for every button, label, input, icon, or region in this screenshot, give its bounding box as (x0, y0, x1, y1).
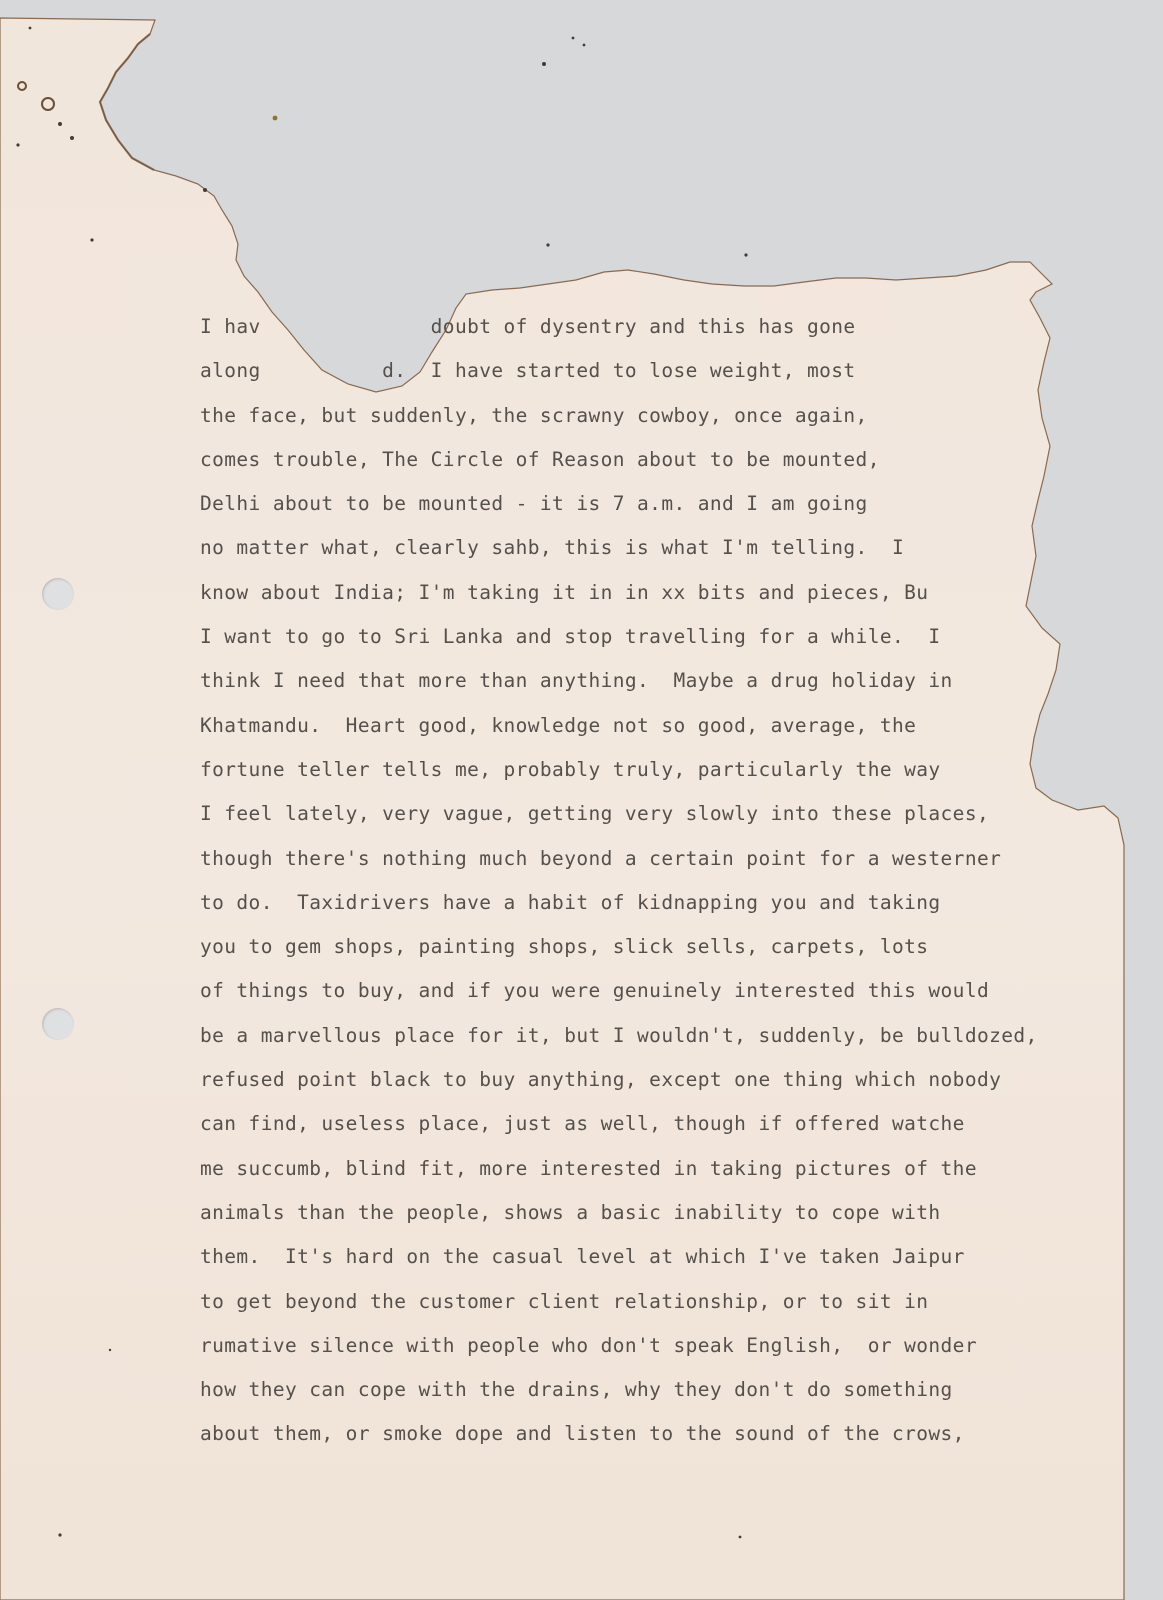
text-line: about them, or smoke dope and listen to the sound of the crows, (200, 1422, 965, 1446)
text-line: you to gem shops, painting shops, slick sells, carpets, lots (200, 935, 929, 959)
text-line: fortune teller tells me, probably truly, particularly the way (200, 757, 941, 781)
binder-hole-lower (42, 1008, 74, 1040)
text-line: no matter what, clearly sahb, this is what I'm telling. I (200, 536, 905, 560)
text-line: I want to go to Sri Lanka and stop travelling for a while. I (200, 625, 941, 649)
text-line: though there's nothing much beyond a certain point for a westerner (200, 846, 1002, 870)
text-line: the face, but suddenly, the scrawny cowboy, once again, (200, 403, 868, 427)
text-line: me succumb, blind fit, more interested in taking pictures of the (200, 1156, 977, 1180)
text-line: know about India; I'm taking it in in xx bits and pieces, Bu (200, 580, 929, 604)
text-line: animals than the people, shows a basic inability to cope with (200, 1200, 941, 1224)
text-line: along d. I have started to lose weight, most (200, 359, 856, 383)
text-line: of things to buy, and if you were genuinely interested this would (200, 979, 990, 1003)
text-line: refused point black to buy anything, except one thing which nobody (200, 1068, 1002, 1092)
typewritten-body (200, 305, 1140, 1457)
text-line: I hav doubt of dysentry and this has gone (200, 315, 856, 338)
text-line: how they can cope with the drains, why they don't do something (200, 1378, 953, 1402)
text-line: to get beyond the customer client relationship, or to sit in (200, 1289, 929, 1313)
binder-hole-upper (42, 578, 74, 610)
text-line: I feel lately, very vague, getting very slowly into these places, (200, 802, 990, 826)
text-line: think I need that more than anything. Maybe a drug holiday in (200, 669, 953, 693)
text-line: comes trouble, The Circle of Reason about to be mounted, (200, 447, 880, 471)
text-line: be a marvellous place for it, but I wouldn't, suddenly, be bulldozed, (200, 1023, 1038, 1047)
text-line: to do. Taxidrivers have a habit of kidnapping you and taking (200, 890, 941, 914)
text-line: can find, useless place, just as well, though if offered watche (200, 1112, 965, 1136)
text-line: Delhi about to be mounted - it is 7 a.m. and I am going (200, 492, 868, 516)
text-line: Khatmandu. Heart good, knowledge not so good, average, the (200, 713, 917, 737)
text-line: them. It's hard on the casual level at which I've taken Jaipur (200, 1245, 965, 1269)
text-line: rumative silence with people who don't speak English, or wonder (200, 1333, 977, 1357)
